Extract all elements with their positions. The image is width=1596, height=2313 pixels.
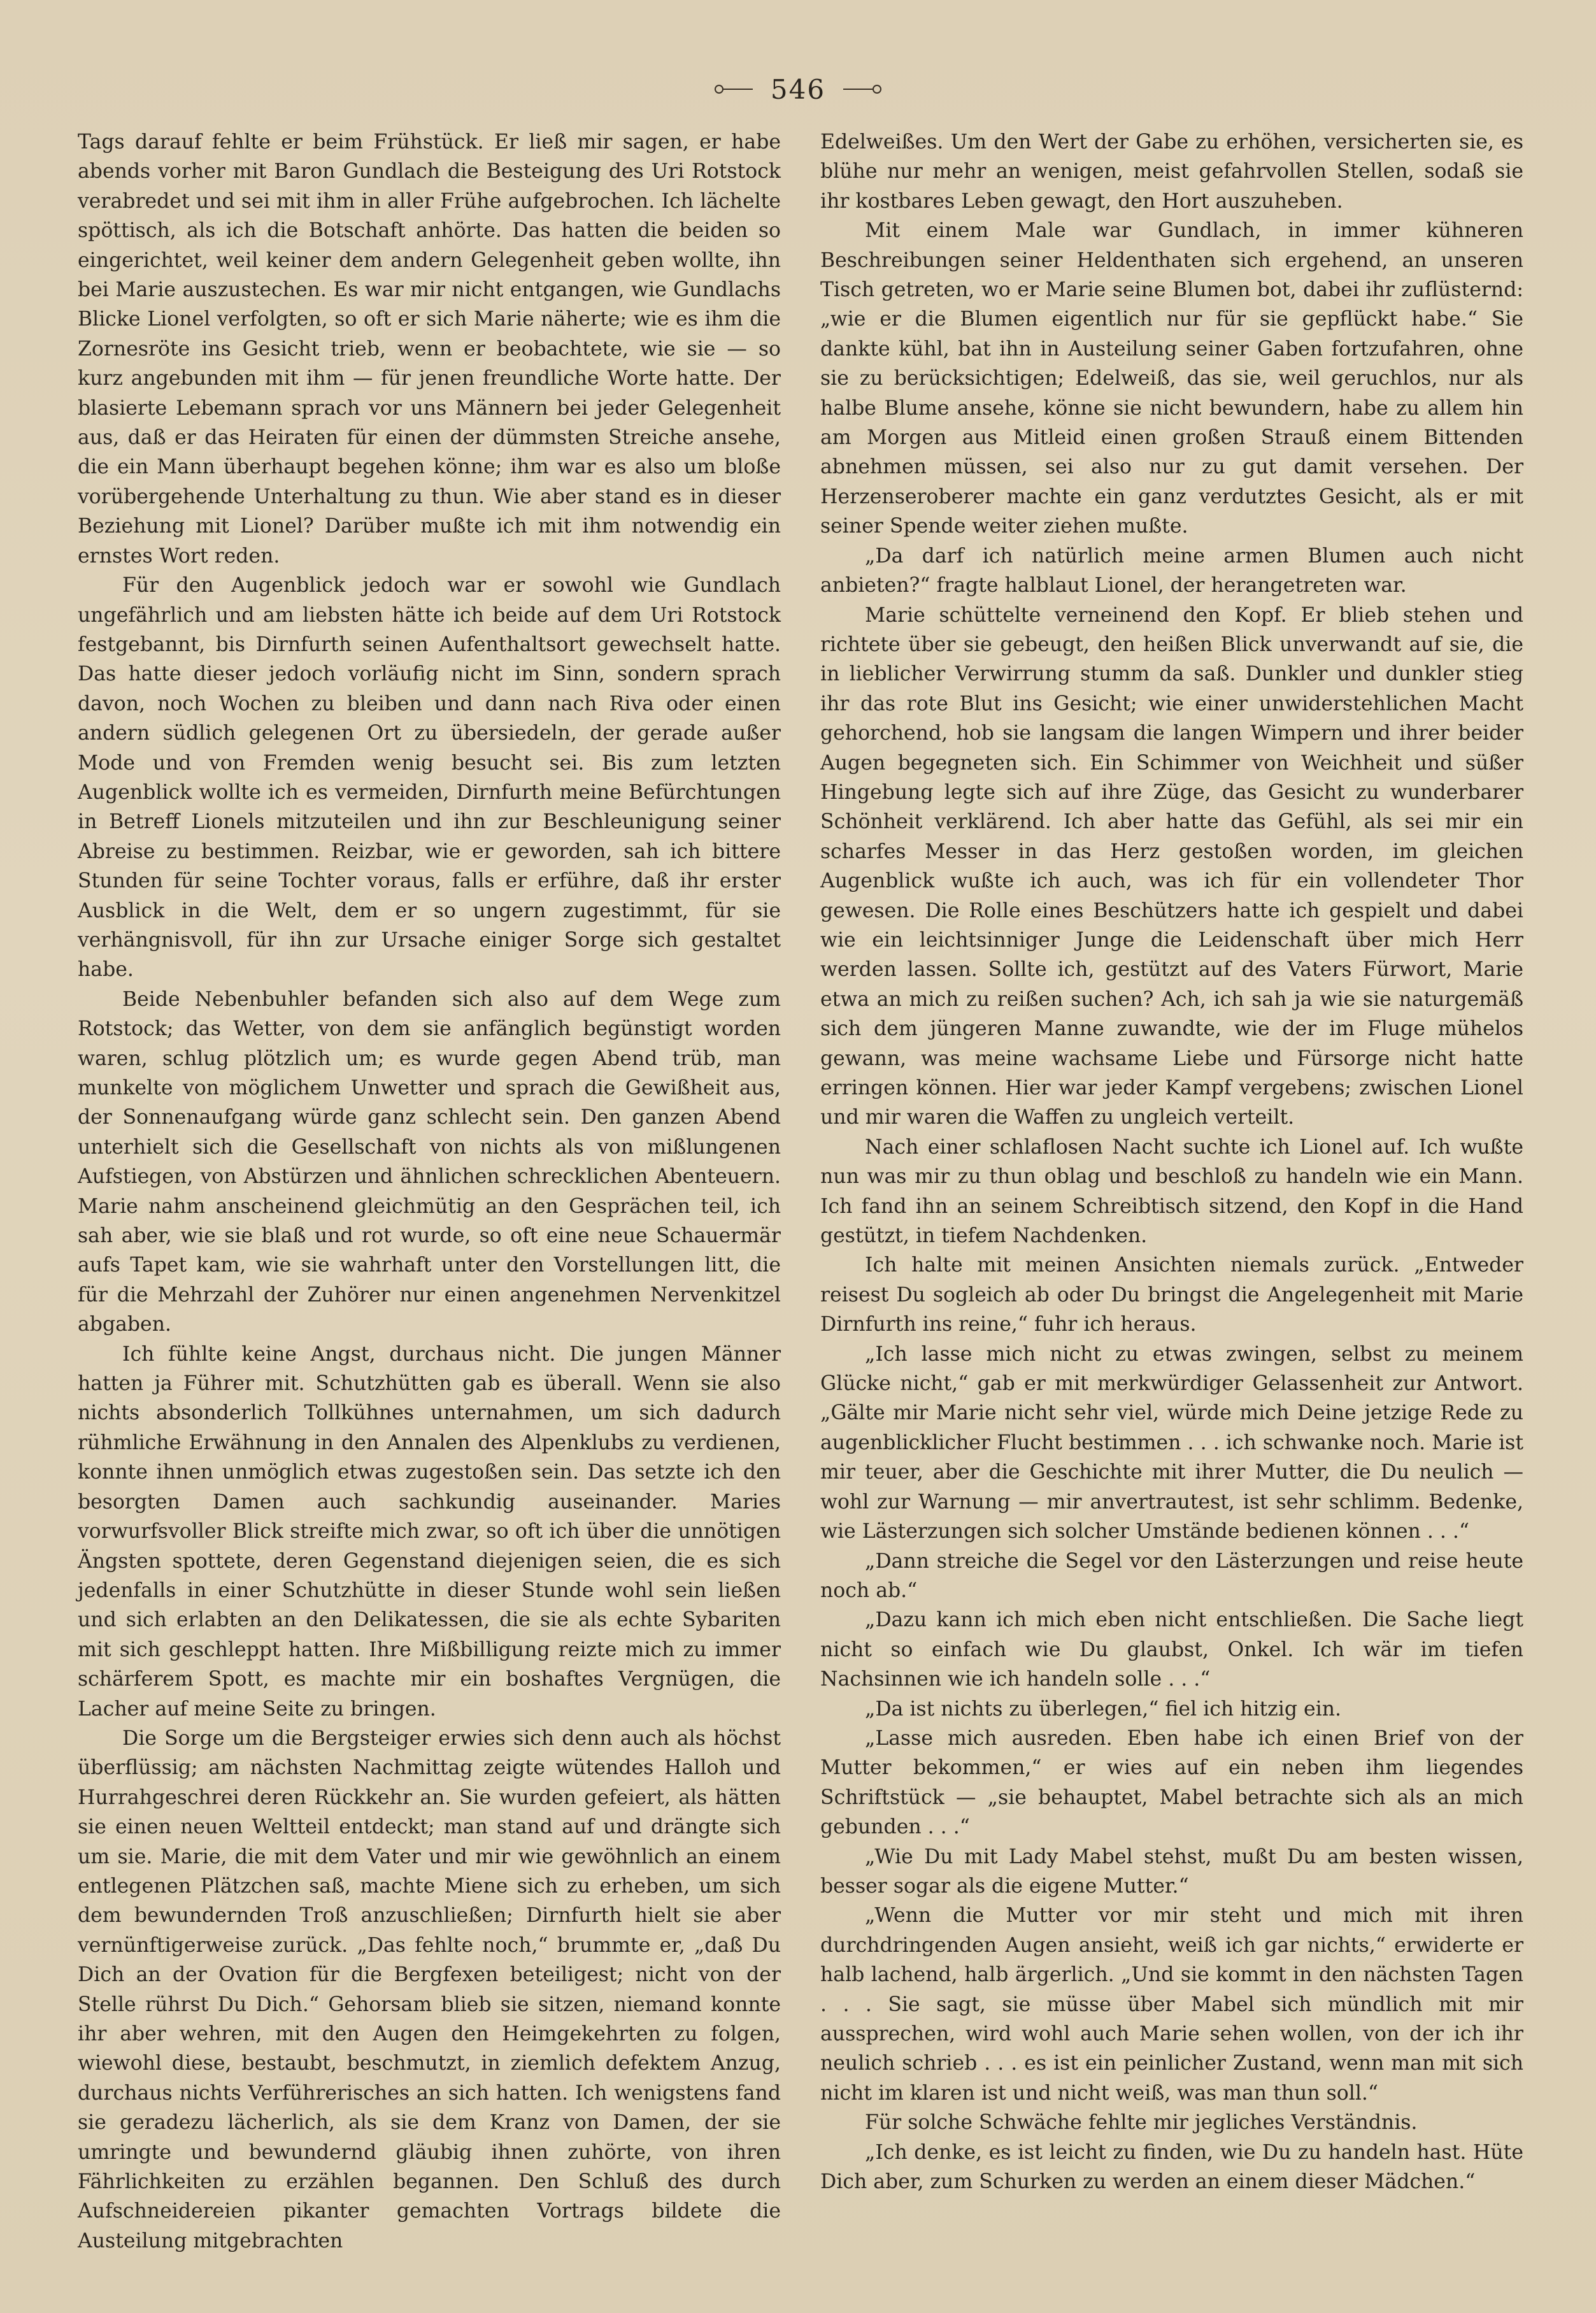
paragraph: Für solche Schwäche fehlte mir jegliches Verständnis.: [865, 2111, 1418, 2135]
paragraph: „Wenn die Mutter vor mir steht und mich mit ihren durchdringenden Augen ansieht, weiß ich gar nichts,“ erwiderte er halb lachend, halb ärgerlich. „Und sie kommt in den nächsten Tagen . . . Sie sagt, sie müsse über Mabel sich mündlich mit mir aussprechen, wird wohl auch Marie sehen wollen, von der ich ihr neulich schrieb . . . es ist ein peinlicher Zustand, wenn man mit sich nicht im klaren ist und nicht weiß, was man thun soll.“: [820, 1904, 1523, 2105]
page-header: [0, 64, 1596, 115]
paragraph: „Wie Du mit Lady Mabel stehst, mußt Du am besten wissen, besser sogar als die eigene Mutter.“: [820, 1845, 1523, 1898]
left-column: [78, 127, 781, 2256]
paragraph: „Ich lasse mich nicht zu etwas zwingen, selbst zu meinem Glücke nicht,“ gab er mit merkwürdiger Gelassenheit zur Antwort. „Gälte mir Marie nicht sehr viel, würde mich Deine jetzige Rede zu augenblicklicher Flucht bestimmen . . . ich schwanke noch. Marie ist mir teuer, aber die Geschichte mit ihrer Mutter, die Du neulich — wohl zur Warnung — mir anvertrautest, ist sehr schlimm. Bedenke, wie Lästerzungen sich solcher Umstände bedienen können . . .“: [820, 1342, 1523, 1543]
paragraph: „Dazu kann ich mich eben nicht entschließen. Die Sache liegt nicht so einfach wie Du glaubst, Onkel. Ich wär im tiefen Nachsinnen wie ich handeln solle . . .“: [820, 1608, 1523, 1691]
paragraph: Marie schüttelte verneinend den Kopf. Er blieb stehen und richtete über sie gebeugt, den heißen Blick unverwandt auf sie, die in lieblicher Verwirrung stumm da saß. Dunkler und dunkler stieg ihr das rote Blut ins Gesicht; wie einer unwiderstehlichen Macht gehorchend, hob sie langsam die langen Wimpern und ihrer beider Augen begegneten sich. Ein Schimmer von Weichheit und süßer Hingebung legte sich auf ihre Züge, das Gesicht zu wunderbarer Schönheit verklärend. Ich aber hatte das Gefühl, als sei mir ein scharfes Messer in das Herz gestoßen worden, im gleichen Augenblick wußte ich auch, was ich für ein vollendeter Thor gewesen. Die Rolle eines Beschützers hatte ich gespielt und dabei wie ein leichtsinniger Junge die Leidenschaft über mich Herr werden lassen. Sollte ich, gestützt auf des Vaters Fürwort, Marie etwa an mich zu reißen suchen? Ach, ich sah ja wie sie naturgemäß sich dem jüngeren Manne zuwandte, wie der im Fluge mühelos gewann, was meine wachsame Liebe und Fürsorge nicht hatte erringen können. Hier war jeder Kampf vergebens; zwischen Lionel und mir waren die Waffen zu ungleich verteilt.: [820, 603, 1523, 1129]
paragraph: Tags darauf fehlte er beim Frühstück. Er ließ mir sagen, er habe abends vorher mit Baron Gundlach die Besteigung des Uri Rotstock verabredet und sei mit ihm in aller Frühe aufgebrochen. Ich lächelte spöttisch, als ich die Botschaft anhörte. Das hatten die beiden so eingerichtet, weil keiner dem andern Gelegenheit geben wollte, ihn bei Marie auszustechen. Es war mir nicht entgangen, wie Gundlachs Blicke Lionel verfolgten, so oft er sich Marie näherte; wie es ihm die Zornesröte ins Gesicht trieb, wenn er beobachtete, wie sie — so kurz angebunden mit ihm — für jenen freundliche Worte hatte. Der blasierte Lebemann sprach vor uns Männern bei jeder Gelegenheit aus, daß er das Heiraten für einen der dümmsten Streiche ansehe, die ein Mann überhaupt begehen könne; ihm war es also um bloße vorübergehende Unterhaltung zu thun. Wie aber stand es in dieser Beziehung mit Lionel? Darüber mußte ich mit ihm notwendig ein ernstes Wort reden.: [78, 131, 781, 568]
left-ornament-icon: [715, 85, 753, 94]
page-number: 546: [770, 73, 826, 105]
paragraph: Nach einer schlaflosen Nacht suchte ich Lionel auf. Ich wußte nun was mir zu thun oblag und beschloß zu handeln wie ein Mann. Ich fand ihn an seinem Schreibtisch sitzend, den Kopf in die Hand gestützt, in tiefem Nachdenken.: [820, 1135, 1523, 1248]
paragraph: „Da ist nichts zu überlegen,“ fiel ich hitzig ein.: [865, 1697, 1342, 1721]
paragraph: Beide Nebenbuhler befanden sich also auf dem Wege zum Rotstock; das Wetter, von dem sie anfänglich begünstigt worden waren, schlug plötzlich um; es wurde gegen Abend trüb, man munkelte von möglichem Unwetter und sprach die Gewißheit aus, der Sonnenaufgang würde ganz schlecht sein. Den ganzen Abend unterhielt sich die Gesellschaft von nichts als von mißlungenen Aufstiegen, von Abstürzen und ähnlichen schrecklichen Abenteuern. Marie nahm anscheinend gleichmütig an den Gesprächen teil, ich sah aber, wie sie blaß und rot wurde, so oft eine neue Schauermär aufs Tapet kam, wie sie wahrhaft unter den Vorstellungen litt, die für die Mehrzahl der Zuhörer nur einen angenehmen Nervenkitzel abgaben.: [78, 987, 781, 1336]
paragraph: Mit einem Male war Gundlach, in immer kühneren Beschreibungen seiner Heldenthaten sich ergehend, an unseren Tisch getreten, wo er Marie seine Blumen bot, dabei ihr zuflüsternd: „wie er die Blumen eigentlich nur für sie gepflückt habe.“ Sie dankte kühl, bat ihn in Austeilung seiner Gaben fortzufahren, ohne sie zu berücksichtigen; Edelweiß, das sie, weil geruchlos, nur als halbe Blume ansehe, könne sie nicht bewundern, habe zu allem hin am Morgen aus Mitleid einen großen Strauß einem Bittenden abnehmen müssen, sei also nur zu gut damit versehen. Der Herzenseroberer machte ein ganz verdutztes Gesicht, als er mit seiner Spende weiter ziehen mußte.: [820, 219, 1523, 538]
paragraph: Die Sorge um die Bergsteiger erwies sich denn auch als höchst überflüssig; am nächsten Nachmittag zeigte wütendes Halloh und Hurrahgeschrei deren Rückkehr an. Sie wurden gefeiert, als hätten sie einen neuen Weltteil entdeckt; man stand auf und drängte sich um sie. Marie, die mit dem Vater und mir wie gewöhnlich an einem entlegenen Plätzchen saß, machte Miene sich zu erheben, um sich dem bewundernden Troß anzuschließen; Dirnfurth hielt sie aber vernünftigerweise zurück. „Das fehlte noch,“ brummte er, „daß Du Dich an der Ovation für die Bergfexen beteiligest; nicht von der Stelle rührst Du Dich.“ Gehorsam blieb sie sitzen, niemand konnte ihr aber wehren, mit den Augen den Heimgekehrten zu folgen, wiewohl diese, bestaubt, beschmutzt, in ziemlich defektem Anzug, durchaus nichts Verführerisches an sich hatten. Ich wenigstens fand sie geradezu lächerlich, als sie dem Kranz von Damen, der sie umringte und bewundernd gläubig ihnen zuhörte, von ihren Fährlichkeiten zu erzählen begannen. Den Schluß des durch Aufschneidereien pikanter gemachten Vortrags bildete die Austeilung mitgebrachten: [78, 1726, 781, 2252]
paragraph: Für den Augenblick jedoch war er sowohl wie Gundlach ungefährlich und am liebsten hätte ich beide auf dem Uri Rotstock festgebannt, bis Dirnfurth seinen Aufenthaltsort gewechselt hatte. Das hatte dieser jedoch vorläufig nicht im Sinn, sondern sprach davon, noch Wochen zu bleiben und dann nach Riva oder einen andern südlich gelegenen Ort zu übersiedeln, der gerade außer Mode und von Fremden wenig besucht sei. Bis zum letzten Augenblick wollte ich es vermeiden, Dirnfurth meine Befürchtungen in Betreff Lionels mitzuteilen und ihn zur Beschleunigung seiner Abreise zu bestimmen. Reizbar, wie er geworden, sah ich bittere Stunden für seine Tochter voraus, falls er erführe, daß ihr erster Ausblick in die Welt, dem er so ungern zugestimmt, für sie verhängnisvoll, für ihn zur Ursache einiger Sorge sich gestaltet habe.: [78, 574, 781, 982]
paragraph: Ich fühlte keine Angst, durchaus nicht. Die jungen Männer hatten ja Führer mit. Schutzhütten gab es überall. Wenn sie also nichts absonderlich Tollkühnes unternahmen, um sich dadurch rühmliche Erwähnung in den Annalen des Alpenklubs zu verdienen, konnte ihnen unmöglich etwas zugestoßen sein. Das setzte ich den besorgten Damen auch sachkundig auseinander. Maries vorwurfsvoller Blick streifte mich zwar, so oft ich über die unnötigen Ängsten spottete, deren Gegenstand diejenigen seien, die es sich jedenfalls in einer Schutzhütte in dieser Stunde wohl sein ließen und sich erlabten an den Delikatessen, die sie als echte Sybariten mit sich geschleppt hatten. Ihre Mißbilligung reizte mich zu immer schärferem Spott, es machte mir ein boshaftes Vergnügen, die Lacher auf meine Seite zu bringen.: [78, 1342, 781, 1721]
paragraph: „Lasse mich ausreden. Eben habe ich einen Brief von der Mutter bekommen,“ er wies auf ein neben ihm liegendes Schriftstück — „sie behauptet, Mabel betrachte sich als an mich gebunden . . .“: [820, 1726, 1523, 1839]
paragraph: „Da darf ich natürlich meine armen Blumen auch nicht anbieten?“ fragte halblaut Lionel, der herangetreten war.: [820, 544, 1523, 598]
paragraph: Edelweißes. Um den Wert der Gabe zu erhöhen, versicherten sie, es blühe nur mehr an wenigen, meist gefahrvollen Stellen, sodaß sie ihr kostbares Leben gewagt, den Hort auszuheben.: [820, 131, 1523, 213]
right-column: [820, 127, 1523, 2196]
paragraph: „Dann streiche die Segel vor den Lästerzungen und reise heute noch ab.“: [820, 1549, 1523, 1602]
right-ornament-icon: [843, 85, 881, 94]
paragraph: Ich halte mit meinen Ansichten niemals zurück. „Entweder reisest Du sogleich ab oder Du bringst die Angelegenheit mit Marie Dirnfurth ins reine,“ fuhr ich heraus.: [820, 1254, 1523, 1336]
paragraph: „Ich denke, es ist leicht zu finden, wie Du zu handeln hast. Hüte Dich aber, zum Schurken zu werden an einem dieser Mädchen.“: [820, 2140, 1523, 2194]
